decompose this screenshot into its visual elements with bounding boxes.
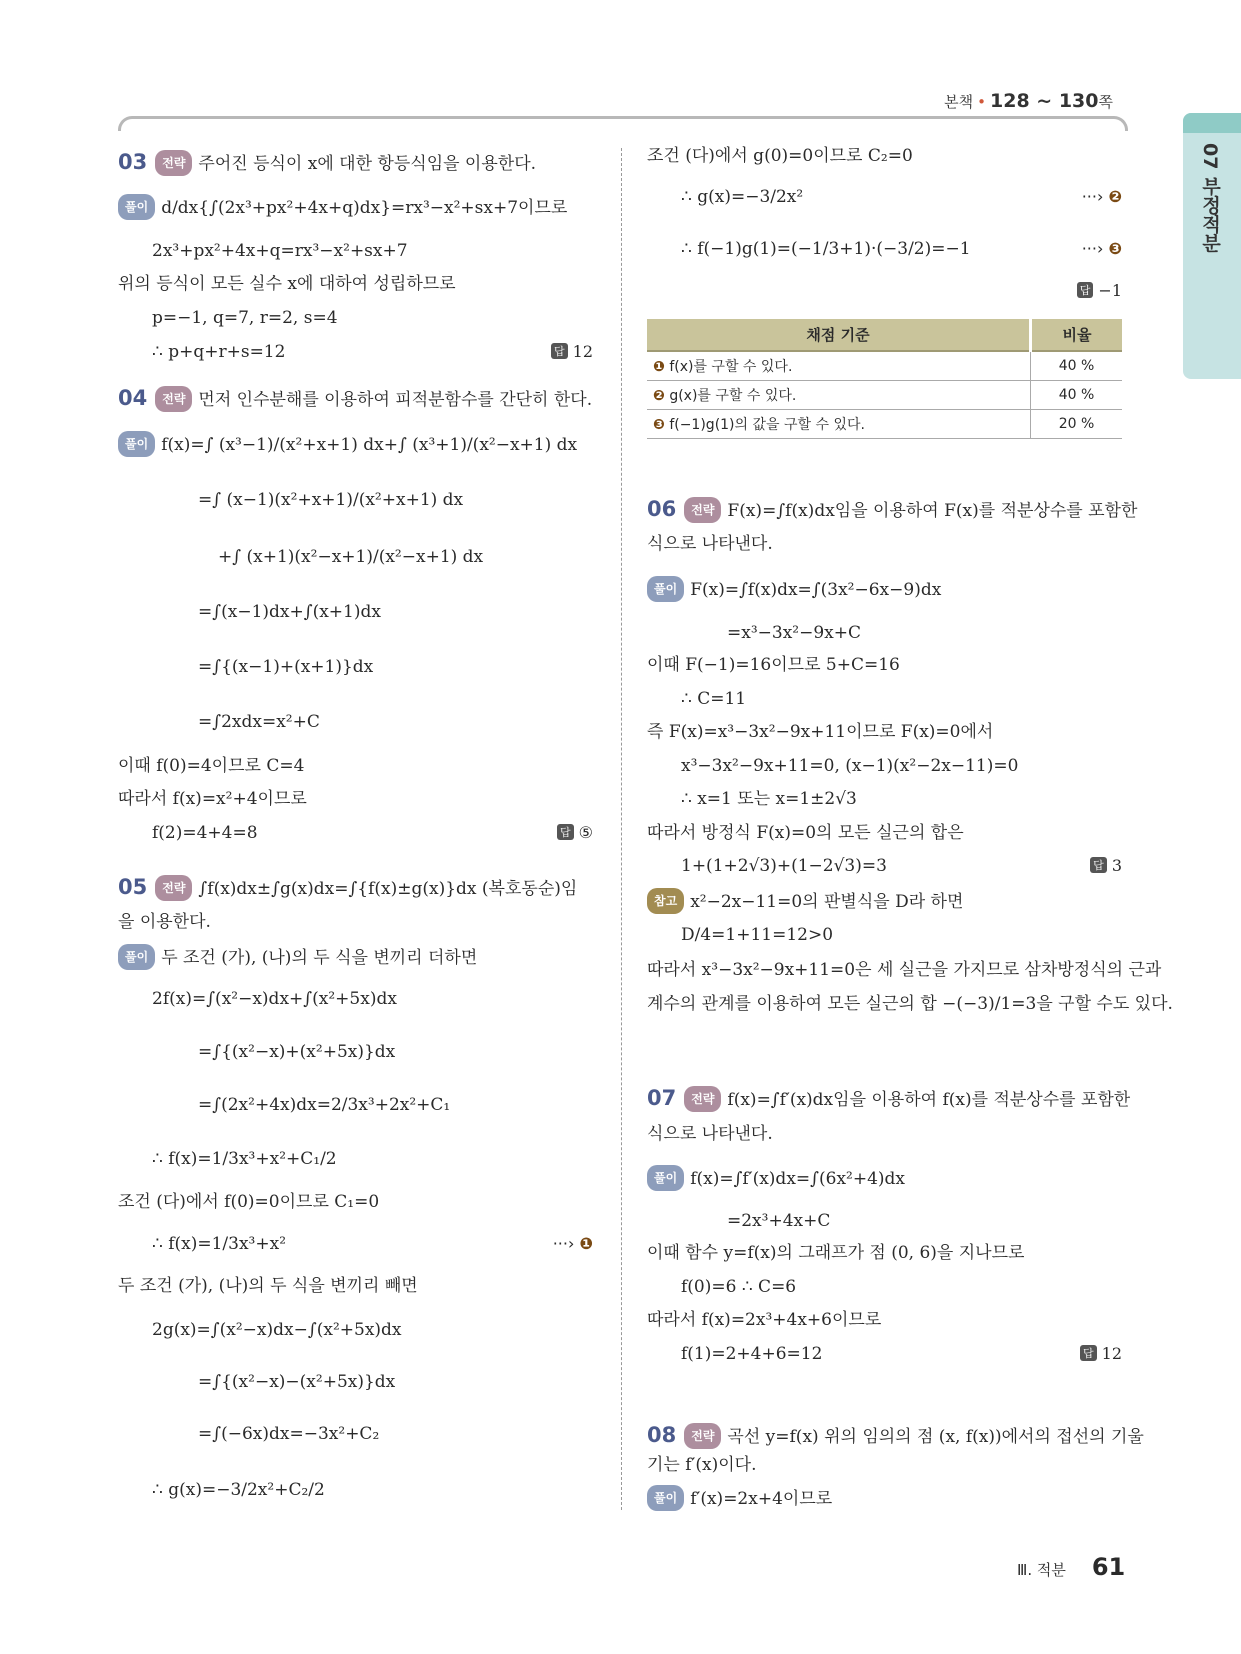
line-text: 두 조건 (가), (나)의 두 식을 변끼리 빼면 [118, 1276, 418, 1296]
problem-heading [647, 1086, 1130, 1112]
answer-value: 12 [1101, 1344, 1122, 1363]
line-text: ∴ p+q+r+s=12 [152, 342, 286, 362]
problem-heading [647, 497, 1137, 523]
line-text: F(x)=∫f(x)dx=∫(3x²−6x−9)dx [690, 580, 942, 600]
solution-line [727, 621, 861, 645]
line-text: 곡선 y=f(x) 위의 임의의 점 (x, f(x))에서의 접선의 기울 [727, 1427, 1144, 1447]
solution-line [198, 655, 373, 679]
solution-line [681, 1275, 796, 1299]
line-text: ∴ g(x)=−3/2x² [681, 187, 804, 207]
line-text: ∴ C=11 [681, 689, 747, 709]
answer [557, 823, 593, 842]
solution-badge: 풀이 [647, 1485, 684, 1511]
line-text: f(1)=2+4+6=12 [681, 1344, 823, 1364]
line-text: =∫(2x²+4x)dx=2/3x³+2x²+C₁ [198, 1095, 451, 1115]
line-text: f(x)=∫ (x³−1)/(x²+x+1) dx+∫ (x³+1)/(x²−x+1) dx [161, 435, 578, 455]
ratio-cell: 40 % [1031, 351, 1123, 381]
strategy-badge: 전략 [155, 875, 192, 901]
solution-line [647, 653, 900, 677]
line-text: 을 이용한다. [118, 912, 211, 932]
line-text: 주어진 등식이 x에 대한 항등식임을 이용한다. [198, 154, 537, 174]
strategy-badge: 전략 [684, 1086, 721, 1112]
page-suffix: 쪽 [1098, 93, 1113, 111]
chapter-tab-label: 07 부정적분 [1199, 143, 1221, 253]
solution-line [198, 1422, 379, 1446]
chapter-side-tab[interactable] [1183, 113, 1241, 379]
line-text: ∴ f(x)=1/3x³+x²+C₁/2 [152, 1149, 337, 1169]
line-text: 조건 (다)에서 g(0)=0이므로 C₂=0 [647, 146, 913, 166]
line-text: ∴ x=1 또는 x=1±2√3 [681, 789, 857, 809]
solution-line [647, 1165, 905, 1191]
line-text: +∫ (x+1)(x²−x+1)/(x²−x+1) dx [218, 547, 484, 567]
line-text: =∫ (x−1)(x²+x+1)/(x²+x+1) dx [198, 490, 464, 510]
strategy-badge: 전략 [684, 1423, 721, 1449]
line-text: 따라서 f(x)=x²+4이므로 [118, 789, 307, 809]
scoring-table [647, 319, 1122, 439]
solution-line [152, 987, 397, 1011]
tab-cap [1183, 113, 1241, 133]
solution-line [118, 431, 577, 457]
solution-line [647, 1122, 773, 1146]
line-text: ∴ g(x)=−3/2x²+C₂/2 [152, 1480, 325, 1500]
solution-line [198, 710, 320, 734]
solution-badge: 풀이 [118, 194, 155, 220]
table-row [647, 410, 1122, 439]
line-text: D/4=1+11=12>0 [681, 925, 834, 945]
line-text: 조건 (다)에서 f(0)=0이므로 C₁=0 [118, 1192, 380, 1212]
solution-line [118, 787, 307, 811]
line-text: =∫{(x²−x)+(x²+5x)}dx [198, 1042, 396, 1062]
problem-number: 08 [647, 1423, 677, 1447]
book-label: 본책 [944, 93, 974, 111]
line-text: x³−3x²−9x+11=0, (x−1)(x²−2x−11)=0 [681, 756, 1019, 776]
line-text: 위의 등식이 모든 실수 x에 대하여 성립하므로 [118, 274, 456, 294]
solution-line [118, 1274, 418, 1298]
strategy-badge: 전략 [155, 386, 192, 412]
line-text: f′(x)=2x+4이므로 [690, 1489, 833, 1509]
line-text: =∫{(x²−x)−(x²+5x)}dx [198, 1372, 396, 1392]
solution-line [681, 237, 971, 261]
answer-icon: 답 [1080, 1345, 1097, 1361]
line-text: F(x)=∫f(x)dx임을 이용하여 F(x)를 적분상수를 포함한 [727, 501, 1138, 521]
line-text: 1+(1+2√3)+(1−2√3)=3 [681, 856, 887, 876]
line-text: ∫f(x)dx±∫g(x)dx=∫{f(x)±g(x)}dx (복호동순)임 [198, 879, 578, 899]
line-text: =x³−3x²−9x+C [727, 623, 862, 643]
criterion-cell [647, 381, 1031, 410]
solution-line [152, 1318, 402, 1342]
step-number: ❶ [579, 1234, 593, 1253]
ratio-cell: 40 % [1031, 381, 1123, 410]
solution-line [198, 1040, 395, 1064]
answer [551, 342, 593, 361]
page-footer [1017, 1553, 1125, 1581]
answer [1077, 281, 1122, 300]
chapter-name: Ⅲ. 적분 [1017, 1561, 1066, 1579]
line-text: 따라서 f(x)=2x³+4x+6이므로 [647, 1310, 882, 1330]
solution-line [647, 958, 1161, 982]
line-text: 이때 F(−1)=16이므로 5+C=16 [647, 655, 900, 675]
problem-number: 04 [118, 386, 148, 410]
step-number: ❸ [1108, 239, 1122, 258]
solution-line [647, 144, 913, 168]
solution-line [118, 910, 211, 934]
solution-line [647, 532, 773, 556]
answer-value: −1 [1098, 281, 1122, 300]
ratio-cell: 20 % [1031, 410, 1123, 439]
line-text: p=−1, q=7, r=2, s=4 [152, 308, 338, 328]
answer-value: ⑤ [578, 823, 593, 842]
criterion-text: f(x)를 구할 수 있다. [669, 359, 793, 375]
line-text: 계수의 관계를 이용하여 모든 실근의 합 −(−3)/1=3을 구할 수도 있다. [647, 994, 1173, 1014]
solution-line [647, 720, 993, 744]
answer-icon: 답 [1090, 857, 1107, 873]
solution-line [218, 545, 483, 569]
step-marker: ❷ [653, 388, 665, 404]
step-marker: ❸ [653, 417, 665, 433]
dotted-arrow-icon: ···› [552, 1234, 580, 1253]
dotted-arrow-icon: ···› [1081, 187, 1109, 206]
answer [1090, 856, 1122, 875]
line-text: 2g(x)=∫(x²−x)dx−∫(x²+5x)dx [152, 1320, 402, 1340]
step-marker: ❶ [653, 359, 665, 375]
criterion-cell [647, 410, 1031, 439]
answer [1080, 1344, 1122, 1363]
line-text: =∫2xdx=x²+C [198, 712, 320, 732]
solution-line [152, 306, 338, 330]
solution-line [198, 1370, 395, 1394]
problem-heading [118, 875, 577, 901]
solution-line [681, 854, 887, 878]
solution-line [647, 992, 1173, 1016]
solution-badge: 풀이 [647, 1165, 684, 1191]
solution-line [727, 1209, 830, 1233]
strategy-badge: 전략 [684, 497, 721, 523]
problem-heading [118, 386, 592, 412]
solution-line [152, 1232, 286, 1256]
problem-number: 07 [647, 1086, 677, 1110]
solution-line [118, 754, 304, 778]
solution-badge: 풀이 [647, 576, 684, 602]
criterion-text: f(−1)g(1)의 값을 구할 수 있다. [669, 417, 865, 433]
line-text: 2f(x)=∫(x²−x)dx+∫(x²+5x)dx [152, 989, 397, 1009]
solution-line [118, 944, 477, 970]
solution-line [681, 787, 857, 811]
line-text: =∫{(x−1)+(x+1)}dx [198, 657, 374, 677]
line-text: 기는 f′(x)이다. [647, 1455, 757, 1475]
step-marker [1082, 239, 1122, 258]
solution-line [118, 194, 567, 220]
solution-line [152, 821, 258, 845]
solution-line [647, 821, 964, 845]
solution-line [118, 1190, 379, 1214]
answer-icon: 답 [1077, 282, 1094, 298]
line-text: =∫(−6x)dx=−3x²+C₂ [198, 1424, 380, 1444]
solution-badge: 풀이 [118, 944, 155, 970]
column-divider [621, 148, 622, 1510]
solution-badge: 풀이 [118, 431, 155, 457]
solution-line [647, 1241, 1024, 1265]
answer-value: 3 [1111, 856, 1122, 875]
line-text: 이때 함수 y=f(x)의 그래프가 점 (0, 6)을 지나므로 [647, 1243, 1025, 1263]
strategy-badge: 전략 [155, 150, 192, 176]
line-text: f(2)=4+4=8 [152, 823, 258, 843]
solution-line [681, 923, 833, 947]
solution-line [198, 1093, 450, 1117]
table-row [647, 381, 1122, 410]
line-text: f(x)=∫f′(x)dx임을 이용하여 f(x)를 적분상수를 포함한 [727, 1090, 1131, 1110]
line-text: 따라서 방정식 F(x)=0의 모든 실근의 합은 [647, 823, 964, 843]
problem-heading [647, 1423, 1144, 1449]
dotted-arrow-icon: ···› [1081, 239, 1109, 258]
solution-line [152, 1147, 337, 1171]
solution-line [681, 687, 746, 711]
solution-line [681, 754, 1018, 778]
line-text: 식으로 나타낸다. [647, 534, 773, 554]
line-text: x²−2x−11=0의 판별식을 D라 하면 [690, 892, 964, 912]
step-number: ❷ [1108, 187, 1122, 206]
solution-line [647, 1485, 832, 1511]
line-text: 먼저 인수분해를 이용하여 피적분함수를 간단히 한다. [198, 390, 593, 410]
note-badge: 참고 [647, 888, 684, 914]
problem-number: 05 [118, 875, 148, 899]
solution-line [647, 1308, 881, 1332]
line-text: 두 조건 (가), (나)의 두 식을 변끼리 더하면 [161, 948, 478, 968]
solution-line [198, 600, 381, 624]
header-rule [118, 116, 1128, 131]
line-text: 이때 f(0)=4이므로 C=4 [118, 756, 305, 776]
step-marker [553, 1234, 593, 1253]
line-text: 따라서 x³−3x²−9x+11=0은 세 실근을 가지므로 삼차방정식의 근과 [647, 960, 1162, 980]
criterion-text: g(x)를 구할 수 있다. [669, 388, 797, 404]
bullet-dot: • [977, 93, 987, 111]
solution-line [647, 1453, 757, 1477]
solution-line [152, 1478, 325, 1502]
line-text: 즉 F(x)=x³−3x²−9x+11이므로 F(x)=0에서 [647, 722, 994, 742]
solution-line [681, 1342, 822, 1366]
ratio-header: 비율 [1031, 319, 1123, 351]
step-marker [1082, 187, 1122, 206]
answer-icon: 답 [557, 824, 574, 840]
problem-number: 03 [118, 150, 148, 174]
criterion-cell [647, 351, 1031, 381]
line-text: f(x)=∫f′(x)dx=∫(6x²+4)dx [690, 1169, 906, 1189]
line-text: =2x³+4x+C [727, 1211, 831, 1231]
answer-icon: 답 [551, 343, 568, 359]
solution-line [198, 488, 463, 512]
line-text: ∴ f(−1)g(1)=(−1/3+1)·(−3/2)=−1 [681, 239, 971, 259]
page-reference [944, 90, 1113, 112]
line-text: =∫(x−1)dx+∫(x+1)dx [198, 602, 381, 622]
table-row [647, 351, 1122, 381]
solution-line [152, 239, 408, 263]
solution-line [118, 272, 456, 296]
solution-line [647, 576, 941, 602]
problem-heading [118, 150, 536, 176]
solution-line [152, 340, 285, 364]
page-range: 128 ~ 130 [990, 90, 1099, 112]
line-text: 2x³+px²+4x+q=rx³−x²+sx+7 [152, 241, 408, 261]
line-text: d/dx{∫(2x³+px²+4x+q)dx}=rx³−x²+sx+7이므로 [161, 198, 568, 218]
answer-value: 12 [572, 342, 593, 361]
problem-number: 06 [647, 497, 677, 521]
line-text: 식으로 나타낸다. [647, 1124, 773, 1144]
solution-line [647, 888, 963, 914]
page-number: 61 [1091, 1553, 1126, 1581]
solution-line [681, 185, 803, 209]
criterion-header: 채점 기준 [647, 319, 1031, 351]
line-text: ∴ f(x)=1/3x³+x² [152, 1234, 287, 1254]
line-text: f(0)=6 ∴ C=6 [681, 1277, 797, 1297]
